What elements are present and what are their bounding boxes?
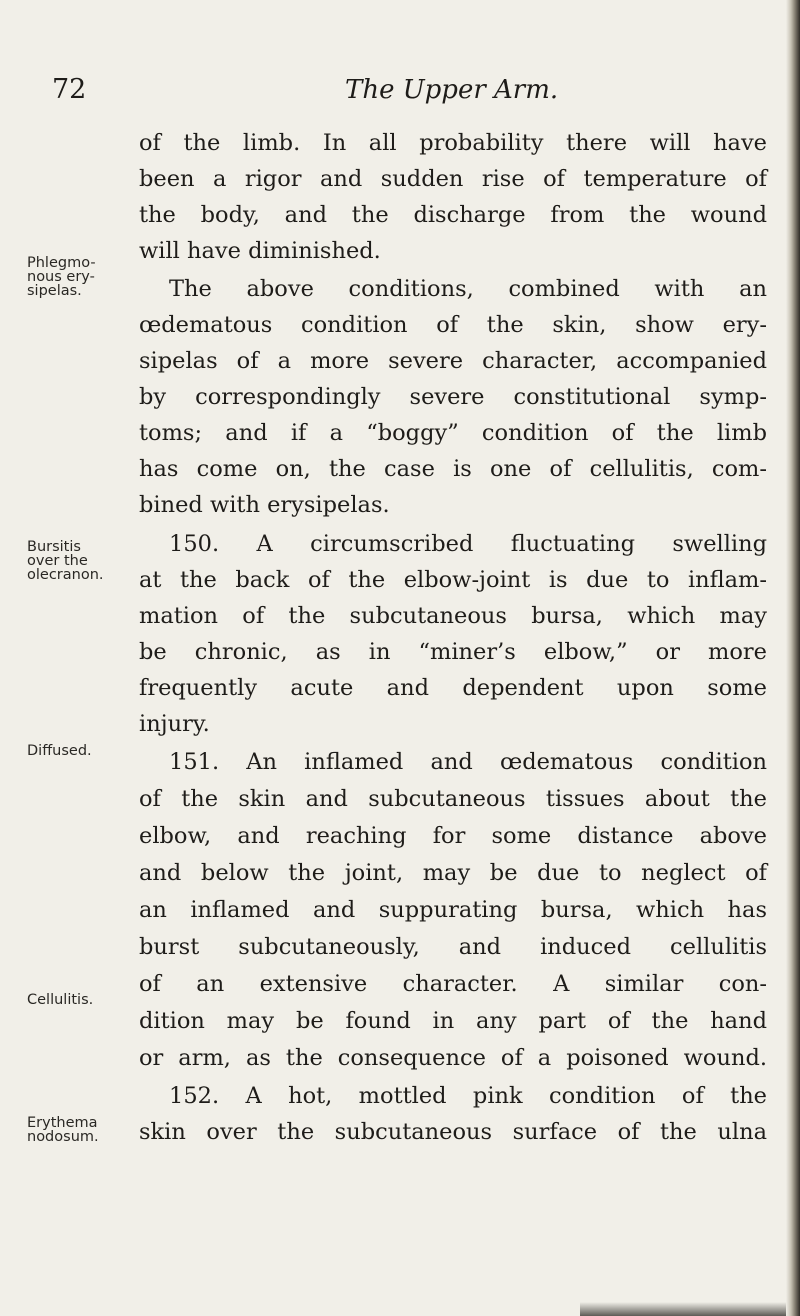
margin-note-line: over the <box>27 553 88 569</box>
margin-note-line: Erythema <box>27 1115 98 1131</box>
margin-note-phlegmonous <box>27 256 135 298</box>
body-line: of the limb. In all probability there will have <box>139 130 767 156</box>
body-line: be chronic, as in “miner’s elbow,” or more <box>139 639 767 665</box>
page-number: 72 <box>52 74 87 105</box>
body-line: burst subcutaneously, and induced cellulitis <box>139 934 767 960</box>
body-line: œdematous condition of the skin, show ery- <box>139 312 767 338</box>
running-title: The Upper Arm. <box>345 75 559 105</box>
body-line: of an extensive character. A similar con- <box>139 971 767 997</box>
margin-note-line: Diffused. <box>27 743 92 759</box>
margin-note-line: Bursitis <box>27 539 81 555</box>
body-line: The above conditions, combined with an <box>169 276 767 302</box>
body-line: has come on, the case is one of cellulitis, com- <box>139 456 767 482</box>
body-line: 150. A circumscribed fluctuating swelling <box>169 531 767 557</box>
body-line: by correspondingly severe constitutional symp- <box>139 384 767 410</box>
bottom-edge-smudge <box>580 1302 786 1316</box>
margin-note-cellulitis <box>27 993 135 1007</box>
margin-note-line: Phlegmo- <box>27 255 96 271</box>
margin-note-line: nous ery- <box>27 269 95 285</box>
margin-note-diffused <box>27 744 135 758</box>
body-line: sipelas of a more severe character, accompanied <box>139 348 767 374</box>
margin-note-line: Cellulitis. <box>27 992 94 1008</box>
body-line: or arm, as the consequence of a poisoned wound. <box>139 1045 767 1071</box>
body-line: toms; and if a “boggy” condition of the limb <box>139 420 767 446</box>
body-line: frequently acute and dependent upon some <box>139 675 767 701</box>
body-line: and below the joint, may be due to neglect of <box>139 860 767 886</box>
body-line: an inflamed and suppurating bursa, which has <box>139 897 767 923</box>
body-line: elbow, and reaching for some distance above <box>139 823 767 849</box>
body-line: been a rigor and sudden rise of temperature of <box>139 166 767 192</box>
body-line: mation of the subcutaneous bursa, which may <box>139 603 767 629</box>
body-line: the body, and the discharge from the wound <box>139 202 767 228</box>
body-line: skin over the subcutaneous surface of the ulna <box>139 1119 767 1145</box>
body-line: bined with erysipelas. <box>139 492 390 518</box>
margin-note-line: sipelas. <box>27 283 82 299</box>
body-line: at the back of the elbow-joint is due to inflam- <box>139 567 767 593</box>
body-line: injury. <box>139 711 210 737</box>
margin-note-bursitis <box>27 540 135 582</box>
body-line: will have diminished. <box>139 238 381 264</box>
body-line: dition may be found in any part of the hand <box>139 1008 767 1034</box>
body-line: of the skin and subcutaneous tissues about the <box>139 786 767 812</box>
margin-note-line: nodosum. <box>27 1129 99 1145</box>
margin-note-erythema <box>27 1116 135 1144</box>
body-line: 151. An inflamed and œdematous condition <box>169 749 767 775</box>
margin-note-line: olecranon. <box>27 567 104 583</box>
body-line: 152. A hot, mottled pink condition of the <box>169 1083 767 1109</box>
page-edge-shadow <box>786 0 800 1316</box>
